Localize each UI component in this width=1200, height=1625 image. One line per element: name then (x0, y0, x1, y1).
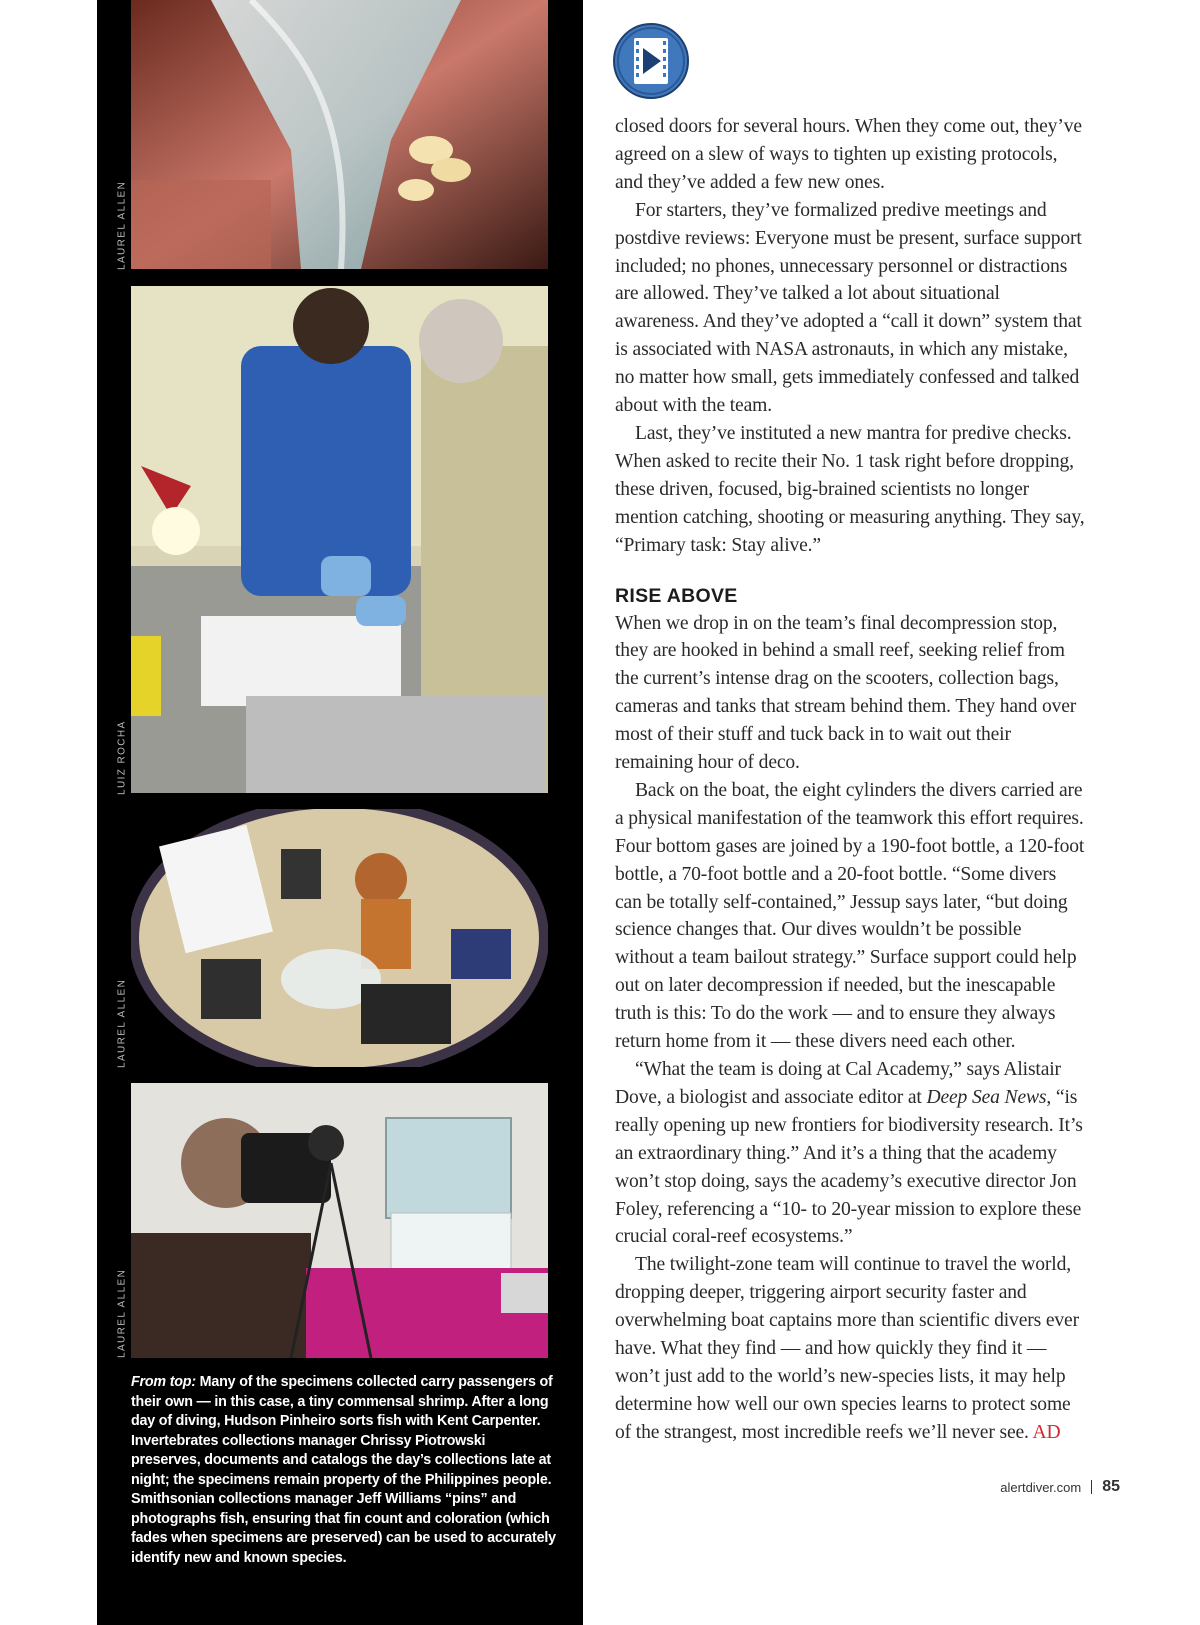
photo-credit: LUIZ ROCHA (116, 720, 128, 795)
photo-credit: LAUREL ALLEN (116, 978, 128, 1068)
video-play-icon[interactable] (612, 22, 690, 100)
paragraph: For starters, they’ve formalized predive meetings and postdive reviews: Everyone must be present, surface support included; no phones, unnecessary personnel or distractions are allowed. They’ve talked a lot about situational awareness. And they’ve adopted a “call it down” system that is associated with NASA astronauts, in which any mistake, no matter how small, gets immediately confessed and talked about with the team. (615, 199, 1082, 417)
paragraph: Back on the boat, the eight cylinders the divers carried are a physical manifestation of the teamwork this effort requires. Four bottom gases are joined by a 190-foot bottle, a 120-foot bottle, a 70-foot bottle and a 20-foot bottle. “Some divers can be totally self-contained,” Jessup says later, “but doing science changes that. Our dives wouldn’t be possible without a team bailout strategy.” Surface support could help out on later decompression if needed, but the inescapable truth is this: To do the work — and to ensure they always return home from it — these divers need each other. (615, 779, 1085, 1053)
photo-shrimp (131, 0, 548, 269)
paragraph-text: , “is really opening up new frontiers for biodiversity research. It’s an extraordinary thing.” And it’s a thing that the academy won’t stop doing, says the academy’s executive director Jon Foley, referencing a “10- to 20-year mission to explore these crucial coral-reef ecosystems.” (615, 1086, 1083, 1248)
paragraph-text: “What the team is doing at Cal Academy,” says Alistair Dove, a biologist and associate editor at (615, 1059, 1061, 1108)
page-footer (1000, 1478, 1120, 1496)
footer-site[interactable]: alertdiver.com (1000, 1479, 1082, 1495)
paragraph-text: The twilight-zone team will continue to travel the world, dropping deeper, triggering airport security faster and overwhelming boat captains more than scientific divers ever have. What they find — and how quickly they find it — won’t just add to the world’s new-species lists, it may help determine how well our own species learns to protect some of the strangest, most incredible reefs we’ll never see. (615, 1254, 1079, 1443)
photo-photographing-fish (131, 1083, 548, 1358)
paragraph (615, 1251, 1085, 1446)
paragraph: Last, they’ve instituted a new mantra for predive checks. When asked to recite their No. 1 task right before dropping, these driven, focused, big-brained scientists no longer mention catching, shooting or measuring anything. They say, “Primary task: Stay alive.” (615, 422, 1085, 556)
photo-credit: LAUREL ALLEN (116, 1268, 128, 1358)
page-number: 85 (1102, 1478, 1120, 1495)
photo-caption (131, 1373, 556, 1568)
caption-lead: From top: (131, 1374, 196, 1390)
photo-sorting-fish (131, 286, 548, 793)
article-body (615, 113, 1085, 1447)
caption-text: Many of the specimens collected carry passengers of their own — in this case, a tiny commensal shrimp. After a long day of diving, Hudson Pinheiro sorts fish with Kent Carpenter. Invertebrates collections manager Chrissy Piotrowski preserves, documents and catalogs the day’s collections late at night; the specimens remain property of the Philippines people. Smithsonian collections manager Jeff Williams “pins” and photographs fish, ensuring that fin count and coloration (which fades when specimens are preserved) can be used to accurately identify new and known species. (131, 1374, 556, 1566)
publication-title: Deep Sea News (926, 1086, 1047, 1108)
paragraph (615, 1056, 1085, 1251)
photo-credit: LAUREL ALLEN (116, 180, 128, 270)
paragraph: closed doors for several hours. When they come out, they’ve agreed on a slew of ways to tighten up existing protocols, and they’ve added a few new ones. (615, 116, 1082, 193)
end-mark: AD (1032, 1421, 1061, 1443)
photo-lab-fisheye (131, 809, 548, 1067)
section-subhead: RISE ABOVE (615, 584, 738, 607)
footer-divider (1091, 1480, 1092, 1494)
paragraph: When we drop in on the team’s final decompression stop, they are hooked in behind a small reef, seeking relief from the current’s intense drag on the scooters, collection bags, cameras and tanks that stream behind them. They hand over most of their stuff and tuck back in to wait out their remaining hour of deco. (615, 612, 1077, 774)
